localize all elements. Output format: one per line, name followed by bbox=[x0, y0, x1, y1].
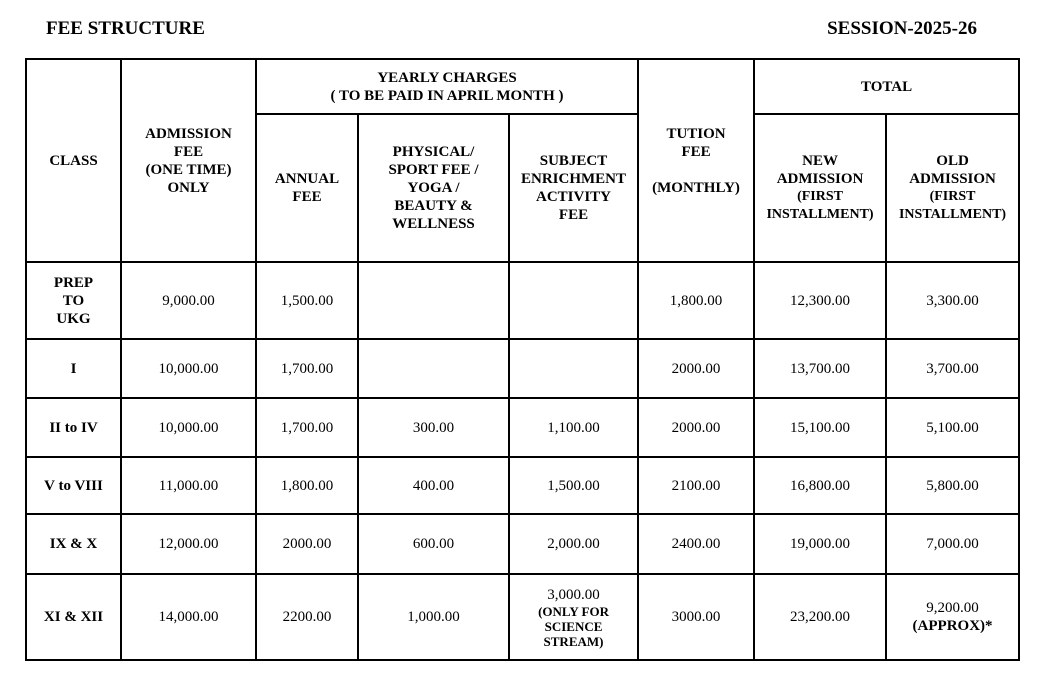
tution-cell: 2100.00 bbox=[638, 457, 754, 514]
old-total-cell: 5,800.00 bbox=[886, 457, 1019, 514]
annual-cell: 2000.00 bbox=[256, 514, 358, 574]
new-total-cell: 16,800.00 bbox=[754, 457, 886, 514]
page-title: FEE STRUCTURE bbox=[46, 18, 205, 39]
admission-cell: 12,000.00 bbox=[121, 514, 256, 574]
header-yearly-charges: YEARLY CHARGES ( TO BE PAID IN APRIL MONTH ) bbox=[256, 59, 638, 114]
subject-cell bbox=[509, 262, 638, 339]
new-total-cell: 12,300.00 bbox=[754, 262, 886, 339]
old-total-cell: 7,000.00 bbox=[886, 514, 1019, 574]
annual-cell: 1,700.00 bbox=[256, 398, 358, 457]
new-total-cell: 23,200.00 bbox=[754, 574, 886, 660]
header-subject-fee: SUBJECT ENRICHMENT ACTIVITY FEE bbox=[509, 114, 638, 262]
class-cell: V to VIII bbox=[26, 457, 121, 514]
subject-note: SCIENCE bbox=[544, 618, 603, 634]
subject-cell: 1,500.00 bbox=[509, 457, 638, 514]
subject-note: STREAM) bbox=[543, 633, 604, 649]
class-cell: PREP TO UKG bbox=[26, 262, 121, 339]
header-admission-fee: ADMISSION FEE (ONE TIME) ONLY bbox=[121, 59, 256, 262]
tution-cell: 2000.00 bbox=[638, 339, 754, 398]
subject-note: (ONLY FOR bbox=[538, 603, 609, 619]
new-total-cell: 13,700.00 bbox=[754, 339, 886, 398]
class-cell: II to IV bbox=[26, 398, 121, 457]
table-row bbox=[26, 339, 1019, 398]
physical-cell: 1,000.00 bbox=[358, 574, 509, 660]
subject-cell bbox=[509, 574, 638, 660]
subject-cell: 1,100.00 bbox=[509, 398, 638, 457]
table-row bbox=[26, 398, 1019, 457]
new-total-cell: 19,000.00 bbox=[754, 514, 886, 574]
old-total-cell: 3,700.00 bbox=[886, 339, 1019, 398]
header-class: CLASS bbox=[26, 59, 121, 262]
old-total-value: 9,200.00 bbox=[926, 600, 979, 616]
table-row bbox=[26, 574, 1019, 660]
table-row bbox=[26, 514, 1019, 574]
physical-cell bbox=[358, 339, 509, 398]
tution-cell: 1,800.00 bbox=[638, 262, 754, 339]
admission-cell: 11,000.00 bbox=[121, 457, 256, 514]
session-label: SESSION-2025-26 bbox=[827, 18, 977, 39]
physical-cell: 300.00 bbox=[358, 398, 509, 457]
annual-cell: 1,500.00 bbox=[256, 262, 358, 339]
admission-cell: 9,000.00 bbox=[121, 262, 256, 339]
admission-cell: 14,000.00 bbox=[121, 574, 256, 660]
table-row bbox=[26, 262, 1019, 339]
header-annual-fee: ANNUAL FEE bbox=[256, 114, 358, 262]
tution-cell: 2000.00 bbox=[638, 398, 754, 457]
physical-cell: 400.00 bbox=[358, 457, 509, 514]
annual-cell: 2200.00 bbox=[256, 574, 358, 660]
old-total-cell bbox=[886, 574, 1019, 660]
subject-value: 3,000.00 bbox=[547, 586, 600, 603]
fee-table bbox=[25, 58, 1020, 661]
tution-cell: 2400.00 bbox=[638, 514, 754, 574]
header-tution-fee: TUTION FEE (MONTHLY) bbox=[638, 59, 754, 262]
header-row-1 bbox=[26, 59, 1019, 114]
subject-cell: 2,000.00 bbox=[509, 514, 638, 574]
physical-cell bbox=[358, 262, 509, 339]
old-total-cell: 3,300.00 bbox=[886, 262, 1019, 339]
new-total-cell: 15,100.00 bbox=[754, 398, 886, 457]
header-new-admission: NEW ADMISSION (FIRST INSTALLMENT) bbox=[754, 114, 886, 262]
tution-cell: 3000.00 bbox=[638, 574, 754, 660]
old-total-cell: 5,100.00 bbox=[886, 398, 1019, 457]
admission-cell: 10,000.00 bbox=[121, 339, 256, 398]
class-cell: XI & XII bbox=[26, 574, 121, 660]
class-cell: I bbox=[26, 339, 121, 398]
table-row bbox=[26, 457, 1019, 514]
header-old-admission: OLD ADMISSION (FIRST INSTALLMENT) bbox=[886, 114, 1019, 262]
annual-cell: 1,800.00 bbox=[256, 457, 358, 514]
physical-cell: 600.00 bbox=[358, 514, 509, 574]
old-total-note: (APPROX)* bbox=[912, 618, 993, 634]
class-cell: IX & X bbox=[26, 514, 121, 574]
header-total: TOTAL bbox=[754, 59, 1019, 114]
annual-cell: 1,700.00 bbox=[256, 339, 358, 398]
admission-cell: 10,000.00 bbox=[121, 398, 256, 457]
header-physical-fee: PHYSICAL/ SPORT FEE / YOGA / BEAUTY & WELLNESS bbox=[358, 114, 509, 262]
subject-cell bbox=[509, 339, 638, 398]
